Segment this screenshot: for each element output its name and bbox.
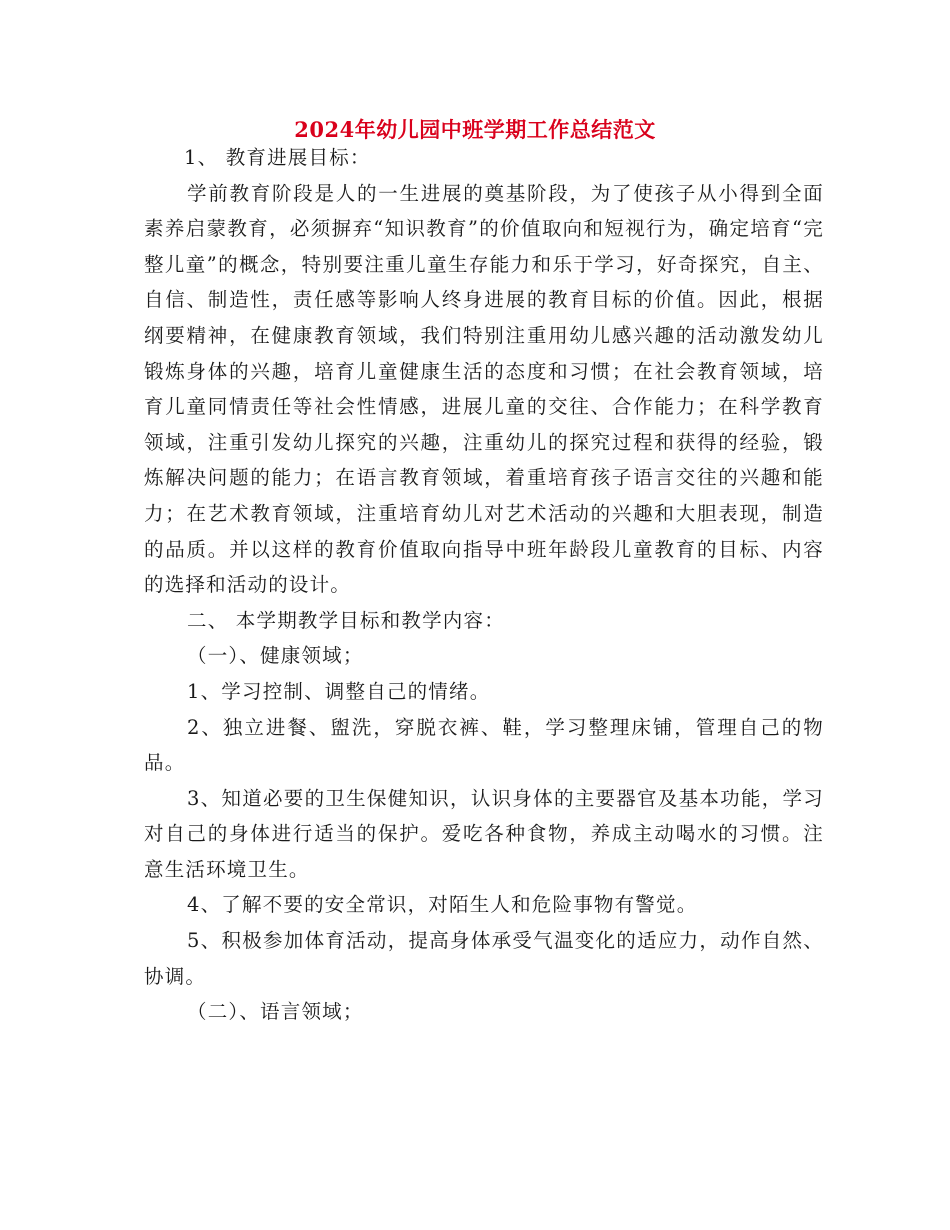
heading-health-domain: （一）、健康领域； xyxy=(187,644,364,668)
heading-semester-goals: 二、 本学期教学目标和教学内容： xyxy=(187,608,505,632)
heading-education-goals: 1、 教育进展目标： xyxy=(184,146,371,169)
document-title: 2024年幼儿园中班学期工作总结范文 xyxy=(294,117,656,142)
list-item-health-2: 2、独立进餐、盥洗，穿脱衣裤、鞋，学习整理床铺，管理自己的物品。 xyxy=(144,715,824,775)
list-item-health-1: 1、学习控制、调整自己的情绪。 xyxy=(187,679,491,703)
list-item-health-3: 3、知道必要的卫生保健知识，认识身体的主要器官及基本功能，学习对自己的身体进行适当的保护。爱吃各种食物，养成主动喝水的习惯。注意生活环境卫生。 xyxy=(144,786,824,881)
list-item-health-5: 5、积极参加体育活动，提高身体承受气温变化的适应力，动作自然、协调。 xyxy=(144,929,824,988)
paragraph-education-goals: 学前教育阶段是人的一生进展的奠基阶段，为了使孩子从小得到全面素养启蒙教育，必须摒弃“知识教育”的价值取向和短视行为，确定培育“完整儿童”的概念，特别要注重儿童生存能力和乐于学习，好奇探究，自主、自信、制造性，责任感等影响人终身进展的教育目标的价值。因此，根据纲要精神，在健康教育领域，我们特别注重用幼儿感兴趣的活动激发幼儿锻炼身体的兴趣，培育儿童健康生活的态度和习惯；在社会教育领域，培育儿童同情责任等社会性情感，进展儿童的交往、合作能力；在科学教育领域，注重引发幼儿探究的兴趣，注重幼儿的探究过程和获得的经验，锻炼解决问题的能力；在语言教育领域，着重培育孩子语言交往的兴趣和能力；在艺术教育领域，注重培育幼儿对艺术活动的兴趣和大胆表现，制造的品质。并以这样的教育价值取向指导中班年龄段儿童教育的目标、内容的选择和活动的设计。 xyxy=(144,181,824,597)
heading-language-domain: （二）、语言领域； xyxy=(187,1000,364,1024)
document-body xyxy=(144,140,824,1030)
list-item-health-4: 4、了解不要的安全常识，对陌生人和危险事物有警觉。 xyxy=(187,893,698,917)
